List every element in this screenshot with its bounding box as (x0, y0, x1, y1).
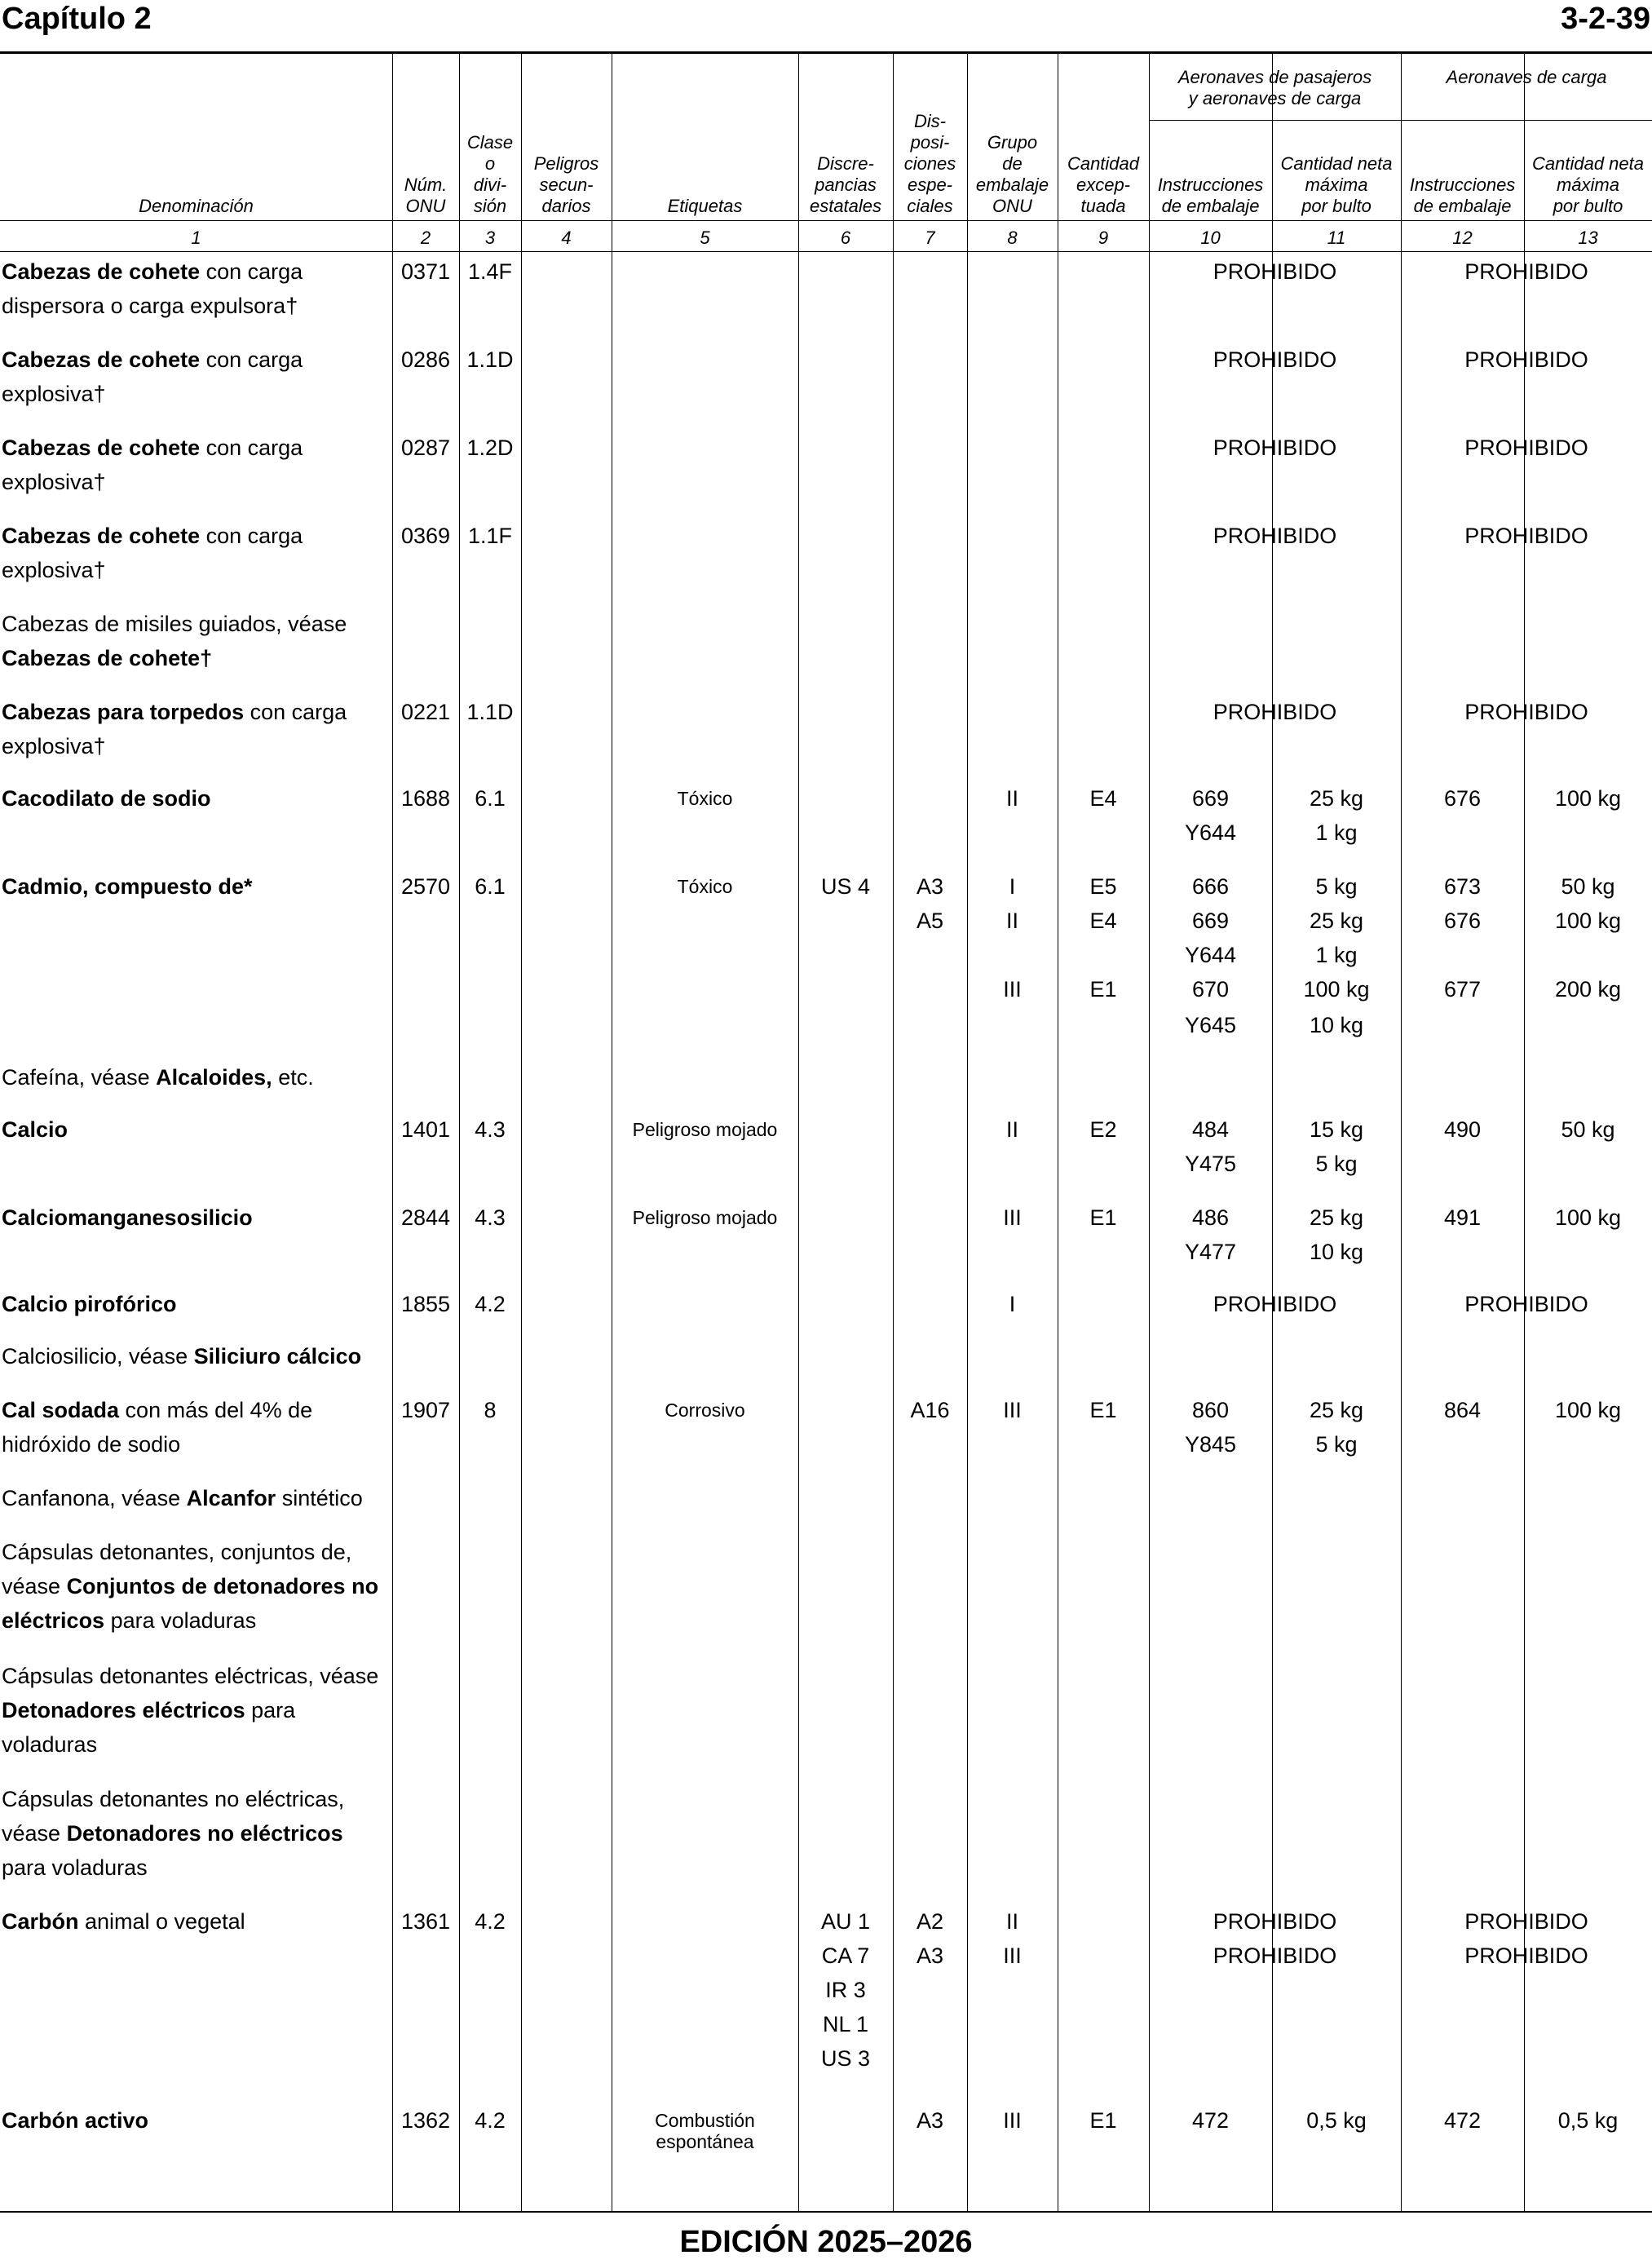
un-number: 1688 (400, 786, 451, 811)
column-header-10: Instrucciones de embalaje (1157, 175, 1264, 216)
class-division: 1.1F (467, 524, 513, 548)
pi-passenger: 669 (1191, 786, 1230, 811)
pi-cargo: 490 (1443, 1117, 1482, 1142)
packing-group: III (1003, 1205, 1022, 1230)
label-text: Corrosivo (665, 1400, 745, 1421)
packing-group: II (1005, 1117, 1018, 1142)
un-number: 1362 (400, 2108, 451, 2133)
column-number: 12 (1452, 228, 1473, 248)
class-division: 1.4F (467, 259, 513, 284)
pi-passenger: Y645 (1184, 1013, 1237, 1037)
row-denomination: Cabezas de cohete con carga explosiva† (2, 436, 303, 494)
column-header-3: Clase o divi- sión (466, 132, 514, 216)
special-provision: A3 (916, 874, 944, 899)
label-text: Tóxico (677, 876, 733, 897)
page-header (0, 0, 1652, 49)
class-division: 4.3 (475, 1205, 506, 1230)
un-number: 0371 (400, 259, 451, 284)
pi-passenger: 860 (1191, 1398, 1230, 1422)
pi-cargo: 676 (1443, 909, 1482, 933)
qty-cargo: 100 kg (1554, 786, 1622, 811)
column-rule (521, 54, 522, 2211)
excepted-quantity: E1 (1089, 1398, 1117, 1422)
column-number: 3 (484, 228, 496, 248)
prohibited-cargo: PROHIBIDO (1464, 1292, 1588, 1316)
un-number: 1401 (400, 1117, 451, 1142)
prohibited-passenger: PROHIBIDO (1212, 1909, 1337, 1934)
un-number: 2570 (400, 874, 451, 899)
class-division: 4.2 (475, 1909, 506, 1934)
row-denomination: Cacodilato de sodio (2, 786, 211, 811)
packing-group: II (1005, 1909, 1018, 1934)
qty-passenger: 1 kg (1315, 820, 1358, 845)
column-header-6: Discre- pancias estatales (809, 153, 882, 216)
edition-footer: EDICIÓN 2025–2026 (679, 2225, 973, 2259)
special-provision: A3 (916, 2108, 944, 2133)
state-variation: US 3 (820, 2046, 871, 2071)
row-denomination: Cafeína, véase Alcaloides, etc. (2, 1065, 314, 1090)
packing-group: III (1003, 2108, 1022, 2133)
pi-passenger: 484 (1191, 1117, 1230, 1142)
qty-passenger: 100 kg (1303, 977, 1370, 1002)
qty-cargo: 200 kg (1554, 977, 1622, 1002)
row-rule (0, 251, 1652, 252)
column-header-4: Peligros secun- darios (533, 153, 599, 216)
un-number: 0286 (400, 347, 451, 372)
class-division: 4.2 (475, 1292, 506, 1316)
label-text: Combustión espontánea (655, 2110, 755, 2152)
qty-cargo: 100 kg (1554, 1205, 1622, 1230)
qty-cargo: 100 kg (1554, 909, 1622, 933)
column-number: 2 (420, 228, 431, 248)
qty-passenger: 15 kg (1309, 1117, 1364, 1142)
pi-cargo: 472 (1443, 2108, 1482, 2133)
special-provision: A2 (916, 1909, 944, 1934)
pi-cargo: 491 (1443, 1205, 1482, 1230)
label-text: Tóxico (677, 788, 733, 809)
pi-cargo: 864 (1443, 1398, 1482, 1422)
qty-passenger: 1 kg (1315, 943, 1358, 967)
excepted-quantity: E4 (1089, 909, 1117, 933)
qty-cargo: 0,5 kg (1557, 2108, 1619, 2133)
class-division: 4.3 (475, 1117, 506, 1142)
row-denomination: Calciosilicio, véase Siliciuro cálcico (2, 1344, 362, 1369)
column-number: 10 (1200, 228, 1221, 248)
class-division: 8 (484, 1398, 497, 1422)
row-denomination: Cadmio, compuesto de* (2, 874, 253, 899)
qty-cargo: 50 kg (1561, 874, 1615, 899)
prohibited-cargo: PROHIBIDO (1464, 1943, 1588, 1968)
pi-passenger: Y644 (1184, 820, 1237, 845)
qty-cargo: 50 kg (1561, 1117, 1615, 1142)
header-rule (0, 51, 1652, 54)
special-provision: A5 (916, 909, 944, 933)
header-cargo-aircraft: Aeronaves de carga (1446, 67, 1607, 87)
column-header-8: Grupo de embalaje ONU (975, 132, 1049, 216)
state-variation: IR 3 (825, 1978, 866, 2002)
pi-passenger: 486 (1191, 1205, 1230, 1230)
prohibited-passenger: PROHIBIDO (1212, 524, 1337, 548)
row-denomination: Cabezas de cohete con carga explosiva† (2, 347, 303, 406)
packing-group: I (1009, 874, 1016, 899)
column-header-13: Cantidad neta máxima por bulto (1532, 153, 1644, 216)
qty-passenger: 25 kg (1309, 1398, 1364, 1422)
prohibited-cargo: PROHIBIDO (1464, 347, 1588, 372)
qty-passenger: 25 kg (1309, 786, 1364, 811)
column-header-7: Dis- posi- ciones espe- ciales (903, 111, 956, 216)
un-number: 1361 (400, 1909, 451, 1934)
class-division: 6.1 (475, 786, 506, 811)
qty-cargo: 100 kg (1554, 1398, 1622, 1422)
column-number: 11 (1327, 228, 1346, 248)
column-number: 5 (700, 228, 710, 248)
row-denomination: Cápsulas detonantes eléctricas, véase Detonadores eléctricos para voladuras (2, 1664, 379, 1757)
qty-passenger: 25 kg (1309, 1205, 1364, 1230)
excepted-quantity: E1 (1089, 977, 1117, 1002)
state-variation: NL 1 (822, 2012, 869, 2036)
qty-passenger: 5 kg (1315, 1152, 1358, 1176)
pi-cargo: 676 (1443, 786, 1482, 811)
row-denomination: Cápsulas detonantes no eléctricas, véase Detonadores no eléctricos para voladuras (2, 1787, 345, 1880)
class-division: 1.1D (466, 700, 514, 724)
special-provision: A16 (910, 1398, 950, 1422)
column-number: 4 (561, 228, 572, 248)
pi-passenger: Y475 (1184, 1152, 1237, 1176)
row-rule (0, 220, 1652, 221)
prohibited-cargo: PROHIBIDO (1464, 436, 1588, 460)
column-header-1: Denominación (139, 196, 254, 216)
qty-passenger: 5 kg (1315, 1432, 1358, 1457)
excepted-quantity: E1 (1089, 2108, 1117, 2133)
excepted-quantity: E4 (1089, 786, 1117, 811)
footer-rule (0, 2211, 1652, 2213)
row-denomination: Canfanona, véase Alcanfor sintético (2, 1486, 363, 1510)
row-denomination: Calciomanganesosilicio (2, 1205, 253, 1230)
state-variation: CA 7 (821, 1943, 870, 1968)
column-number: 6 (840, 228, 851, 248)
class-division: 1.2D (466, 436, 514, 460)
un-number: 1907 (400, 1398, 451, 1422)
state-variation: US 4 (820, 874, 871, 899)
excepted-quantity: E1 (1089, 1205, 1117, 1230)
pi-passenger: 669 (1191, 909, 1230, 933)
prohibited-cargo: PROHIBIDO (1464, 524, 1588, 548)
prohibited-passenger: PROHIBIDO (1212, 1943, 1337, 1968)
label-text: Peligroso mojado (632, 1207, 778, 1228)
special-provision: A3 (916, 1943, 944, 1968)
prohibited-passenger: PROHIBIDO (1212, 259, 1337, 284)
row-denomination: Cabezas de misiles guiados, véase Cabezas de cohete† (2, 612, 347, 670)
pi-passenger: 670 (1191, 977, 1230, 1002)
row-rule (1149, 120, 1652, 121)
excepted-quantity: E5 (1089, 874, 1117, 899)
un-number: 2844 (400, 1205, 451, 1230)
class-division: 4.2 (475, 2108, 506, 2133)
prohibited-cargo: PROHIBIDO (1464, 259, 1588, 284)
qty-passenger: 10 kg (1309, 1013, 1364, 1037)
column-rule (798, 54, 799, 2211)
column-header-11: Cantidad neta máxima por bulto (1280, 153, 1393, 216)
un-number: 1855 (400, 1292, 451, 1316)
pi-passenger: Y477 (1184, 1240, 1237, 1264)
page-number: 3-2-39 (1561, 2, 1650, 36)
pi-passenger: 666 (1191, 874, 1230, 899)
pi-passenger: Y845 (1184, 1432, 1237, 1457)
prohibited-passenger: PROHIBIDO (1212, 347, 1337, 372)
class-division: 6.1 (475, 874, 506, 899)
qty-passenger: 0,5 kg (1306, 2108, 1367, 2133)
packing-group: III (1003, 1943, 1022, 1968)
column-number: 7 (925, 228, 935, 248)
class-division: 1.1D (466, 347, 514, 372)
column-rule (893, 54, 894, 2211)
prohibited-passenger: PROHIBIDO (1212, 700, 1337, 724)
pi-passenger: Y644 (1184, 943, 1237, 967)
column-header-5: Etiquetas (667, 196, 743, 216)
row-denomination: Cabezas de cohete con carga explosiva† (2, 524, 303, 582)
chapter-title: Capítulo 2 (2, 2, 152, 36)
pi-passenger: 472 (1191, 2108, 1230, 2133)
packing-group: III (1003, 1398, 1022, 1422)
label-text: Peligroso mojado (632, 1119, 778, 1140)
un-number: 0221 (400, 700, 451, 724)
packing-group: I (1009, 1292, 1016, 1316)
pi-cargo: 673 (1443, 874, 1482, 899)
row-denomination: Cal sodada con más del 4% de hidróxido de sodio (2, 1398, 313, 1457)
column-header-12: Instrucciones de embalaje (1409, 175, 1516, 216)
state-variation: AU 1 (820, 1909, 871, 1934)
packing-group: II (1005, 909, 1018, 933)
un-number: 0287 (400, 436, 451, 460)
column-number: 9 (1098, 228, 1109, 248)
column-header-2: Núm. ONU (404, 175, 448, 216)
column-number: 8 (1007, 228, 1018, 248)
row-denomination: Cápsulas detonantes, conjuntos de, véase Conjuntos de detonadores no eléctricos para voladuras (2, 1540, 379, 1633)
pi-cargo: 677 (1443, 977, 1482, 1002)
column-header-9: Cantidad excep- tuada (1067, 153, 1140, 216)
prohibited-passenger: PROHIBIDO (1212, 436, 1337, 460)
packing-group: III (1003, 977, 1022, 1002)
qty-passenger: 10 kg (1309, 1240, 1364, 1264)
header-passenger-aircraft: Aeronaves de pasajeros y aeronaves de carga (1177, 67, 1372, 108)
prohibited-cargo: PROHIBIDO (1464, 700, 1588, 724)
qty-passenger: 25 kg (1309, 909, 1364, 933)
qty-passenger: 5 kg (1315, 874, 1358, 899)
row-denomination: Cabezas para torpedos con carga explosiva† (2, 700, 347, 758)
row-denomination: Carbón activo (2, 2108, 149, 2133)
prohibited-cargo: PROHIBIDO (1464, 1909, 1588, 1934)
column-number: 13 (1578, 228, 1598, 248)
packing-group: II (1005, 786, 1018, 811)
row-denomination: Carbón animal o vegetal (2, 1909, 245, 1934)
un-number: 0369 (400, 524, 451, 548)
prohibited-passenger: PROHIBIDO (1212, 1292, 1337, 1316)
row-denomination: Cabezas de cohete con carga dispersora o carga expulsora† (2, 259, 303, 318)
row-denomination: Calcio (2, 1117, 68, 1142)
excepted-quantity: E2 (1089, 1117, 1117, 1142)
row-denomination: Calcio pirofórico (2, 1292, 177, 1316)
column-number: 1 (191, 228, 201, 248)
